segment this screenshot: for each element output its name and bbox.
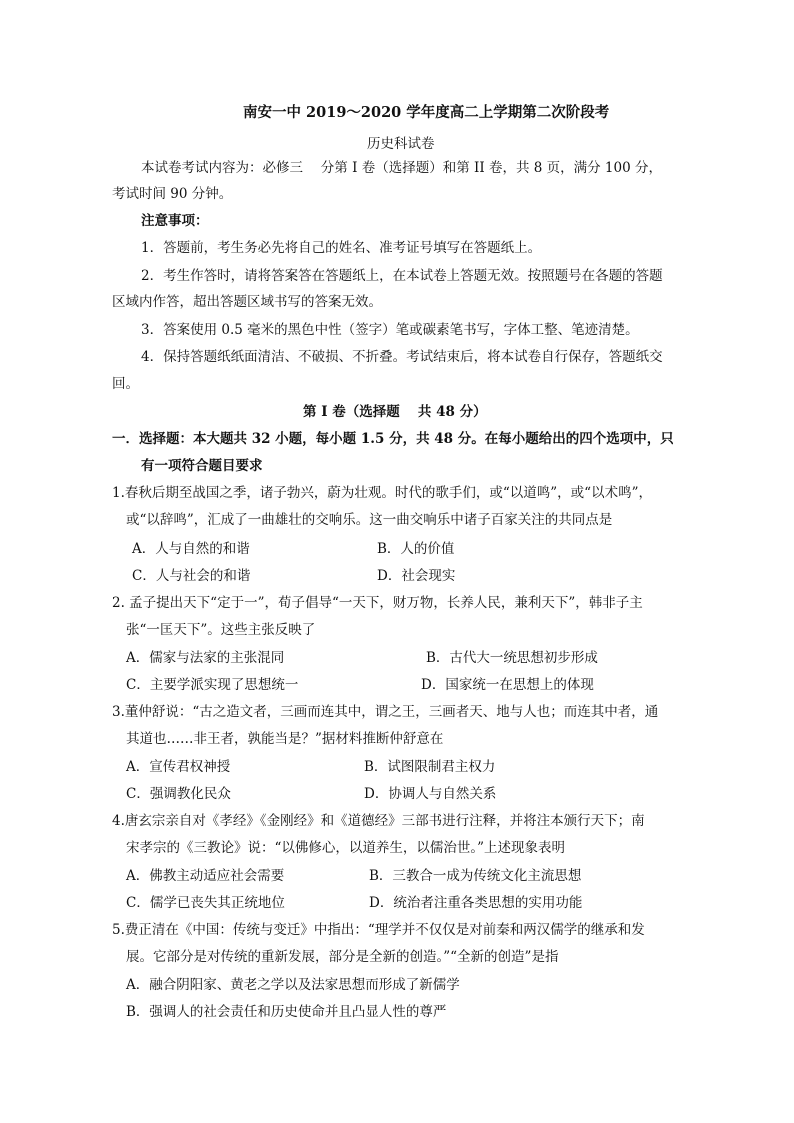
intro-line: 本试卷考试内容为：必修三 分第 I 卷（选择题）和第 II 卷，共 8 页，满分 100 分，	[141, 160, 662, 176]
answer-option[interactable]: A．融合阴阳家、黄老之学以及法家思想而形成了新儒学	[126, 977, 460, 993]
section-heading: 第 I 卷（选择题 共 48 分）	[303, 404, 487, 420]
exam-subtitle: 历史科试卷	[367, 136, 435, 152]
question-stem: 3.董仲舒说：“古之造文者，三画而连其中，谓之王，三画者天、地与人也；而连其中者，通	[112, 704, 659, 720]
answer-option[interactable]: C．儒学已丧失其正统地位	[126, 895, 285, 911]
answer-option[interactable]: A．儒家与法家的主张混同	[126, 650, 285, 666]
note-item: 2．考生作答时，请将答案答在答题纸上，在本试卷上答题无效。按照题号在各题的答题	[141, 268, 663, 284]
section-instructions: 一．选择题：本大题共 32 小题，每小题 1.5 分，共 48 分。在每小题给出的四个选项中，只	[112, 431, 674, 447]
answer-option[interactable]: A．佛教主动适应社会需要	[126, 868, 285, 884]
note-item: 3．答案使用 0.5 毫米的黑色中性（签字）笔或碳素笔书写，字体工整、笔迹清楚。	[141, 322, 639, 338]
question-stem: 5.费正清在《中国：传统与变迁》中指出：“理学并不仅仅是对前秦和两汉儒学的继承和发	[112, 922, 645, 938]
question-stem: 2. 孟子提出天下“定于一”，荀子倡导“一天下，财万物，长养人民，兼利天下”，韩非子主	[112, 595, 643, 611]
answer-option[interactable]: C．人与社会的和谐	[132, 568, 251, 584]
note-item: 4．保持答题纸纸面清洁、不破损、不折叠。考试结束后，将本试卷自行保存，答题纸交	[141, 349, 663, 365]
answer-option[interactable]: C．主要学派实现了思想统一	[126, 677, 299, 693]
question-stem: 张“一匡天下”。这些主张反映了	[126, 622, 316, 638]
question-stem: 展。它部分是对传统的重新发展，部分是全新的创造。”“全新的创造”是指	[126, 949, 559, 965]
answer-option[interactable]: D．社会现实	[377, 568, 456, 584]
note-item: 回。	[112, 376, 139, 392]
answer-option[interactable]: B．强调人的社会责任和历史使命并且凸显人性的尊严	[126, 1004, 447, 1020]
note-item: 区域内作答，超出答题区域书写的答案无效。	[112, 294, 382, 310]
note-item: 1．答题前，考生务必先将自己的姓名、准考证号填写在答题纸上。	[141, 240, 542, 256]
answer-option[interactable]: D．统治者注重各类思想的实用功能	[369, 895, 583, 911]
question-stem: 其道也……非王者，孰能当是？”据材料推断仲舒意在	[126, 731, 444, 747]
question-stem: 1.春秋后期至战国之季，诸子勃兴，蔚为壮观。时代的歌手们，或“以道鸣”，或“以术鸣”，	[112, 485, 652, 501]
intro-line: 考试时间 90 分钟。	[112, 186, 233, 202]
answer-option[interactable]: B．人的价值	[377, 541, 455, 557]
question-stem: 4.唐玄宗亲自对《孝经》《金刚经》和《道德经》三部书进行注释，并将注本颁行天下；南	[112, 813, 645, 829]
answer-option[interactable]: B．三教合一成为传统文化主流思想	[369, 868, 582, 884]
answer-option[interactable]: B．古代大一统思想初步形成	[426, 650, 598, 666]
answer-option[interactable]: B．试图限制君主权力	[364, 759, 496, 775]
question-stem: 或“以辞鸣”，汇成了一曲雄壮的交响乐。这一曲交响乐中诸子百家关注的共同点是	[126, 512, 613, 528]
exam-title: 南安一中 2019～2020 学年度高二上学期第二次阶段考	[243, 104, 610, 121]
answer-option[interactable]: C．强调教化民众	[126, 786, 231, 802]
answer-option[interactable]: D．国家统一在思想上的体现	[421, 677, 594, 693]
answer-option[interactable]: A．宣传君权神授	[126, 759, 231, 775]
section-instructions: 有一项符合题目要求	[141, 458, 263, 474]
notes-heading: 注意事项：	[141, 213, 209, 229]
question-stem: 宋孝宗的《三教论》说：“以佛修心，以道养生，以儒治世。”上述现象表明	[126, 840, 566, 856]
answer-option[interactable]: D．协调人与自然关系	[364, 786, 497, 802]
answer-option[interactable]: A．人与自然的和谐	[132, 541, 250, 557]
